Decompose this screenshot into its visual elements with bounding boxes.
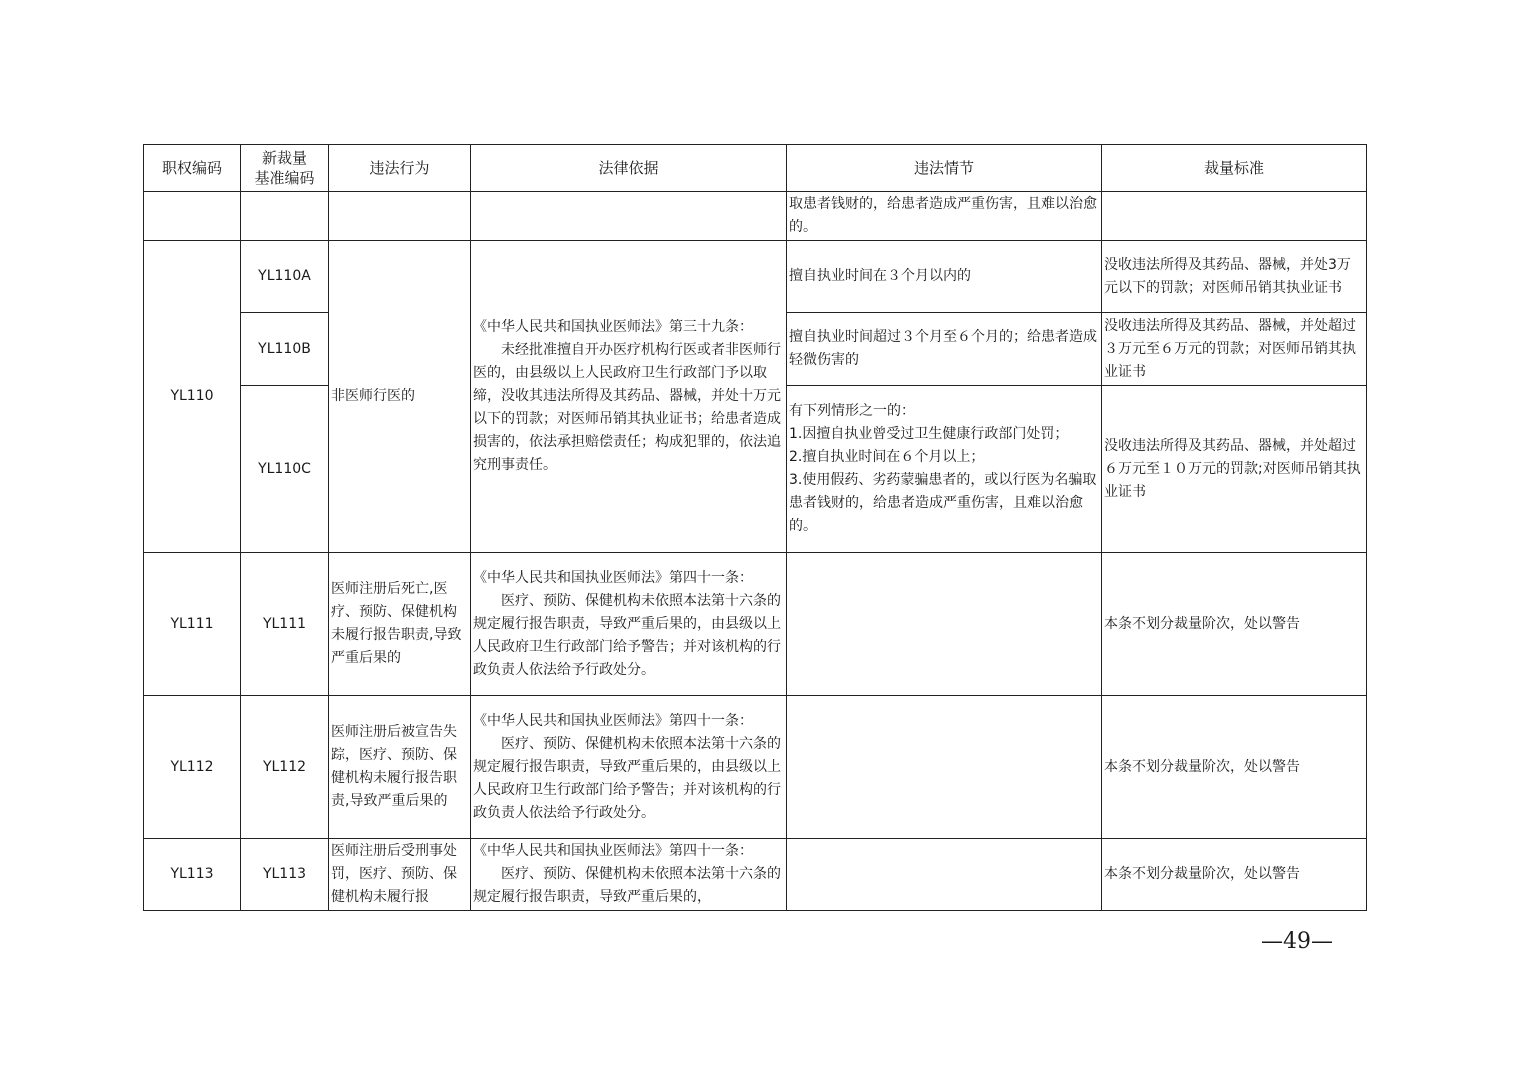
cell-circumstance: 有下列情形之一的： 1.因擅自执业曾受过卫生健康行政部门处罚； 2.擅自执业时间在６个月以上； 3.使用假药、劣药蒙骗患者的，或以行医为名骗取患者钱财的，给患者造成严重伤害，且难以治愈的。 bbox=[787, 386, 1102, 553]
cell-authority-code: YL111 bbox=[144, 553, 241, 696]
discretion-table bbox=[143, 144, 1367, 911]
cell-standard: 本条不划分裁量阶次，处以警告 bbox=[1102, 839, 1367, 911]
table-header-row bbox=[144, 145, 1367, 192]
cell-violation: 医师注册后受刑事处罚，医疗、预防、保健机构未履行报 bbox=[329, 839, 471, 911]
header-violation: 违法行为 bbox=[329, 145, 471, 192]
table-row-yl111 bbox=[144, 553, 1367, 696]
table-row-yl112 bbox=[144, 696, 1367, 839]
cell-circumstance: 擅自执业时间超过３个月至６个月的；给患者造成轻微伤害的 bbox=[787, 313, 1102, 386]
cell-circumstance bbox=[787, 553, 1102, 696]
cell-legal-basis bbox=[471, 696, 787, 839]
legal-basis-title: 《中华人民共和国执业医师法》第三十九条： bbox=[473, 319, 753, 335]
header-legal-basis: 法律依据 bbox=[471, 145, 787, 192]
header-standard: 裁量标准 bbox=[1102, 145, 1367, 192]
cell-legal-basis bbox=[471, 839, 787, 911]
cell-empty bbox=[329, 192, 471, 241]
legal-basis-title: 《中华人民共和国执业医师法》第四十一条： bbox=[473, 843, 753, 859]
page-number: —49— bbox=[1261, 929, 1333, 954]
cell-standard: 没收违法所得及其药品、器械，并处3万元以下的罚款；对医师吊销其执业证书 bbox=[1102, 241, 1367, 313]
cell-subcode: YL110C bbox=[241, 386, 329, 553]
cell-legal-basis bbox=[471, 241, 787, 553]
cell-violation: 非医师行医的 bbox=[329, 241, 471, 553]
table-row-yl113 bbox=[144, 839, 1367, 911]
legal-basis-body: 医疗、预防、保健机构未依照本法第十六条的规定履行报告职责，导致严重后果的，由县级以上人民政府卫生行政部门给予警告；并对该机构的行政负责人依法给予行政处分。 bbox=[473, 592, 781, 678]
cell-authority-code: YL110 bbox=[144, 241, 241, 553]
cell-standard: 没收违法所得及其药品、器械，并处超过３万元至６万元的罚款；对医师吊销其执业证书 bbox=[1102, 313, 1367, 386]
cell-legal-basis bbox=[471, 553, 787, 696]
cell-subcode: YL110B bbox=[241, 313, 329, 386]
cell-authority-code: YL113 bbox=[144, 839, 241, 911]
header-circumstance: 违法情节 bbox=[787, 145, 1102, 192]
legal-basis-body: 医疗、预防、保健机构未依照本法第十六条的规定履行报告职责，导致严重后果的，由县级以上人民政府卫生行政部门给予警告；并对该机构的行政负责人依法给予行政处分。 bbox=[473, 735, 781, 821]
legal-basis-title: 《中华人民共和国执业医师法》第四十一条： bbox=[473, 712, 753, 729]
legal-basis-body: 医疗、预防、保健机构未依照本法第十六条的规定履行报告职责，导致严重后果的， bbox=[473, 866, 781, 905]
cell-empty bbox=[241, 192, 329, 241]
table-row-continued bbox=[144, 192, 1367, 241]
cell-empty bbox=[144, 192, 241, 241]
cell-authority-code: YL112 bbox=[144, 696, 241, 839]
cell-standard: 本条不划分裁量阶次，处以警告 bbox=[1102, 553, 1367, 696]
cell-circumstance: 擅自执业时间在３个月以内的 bbox=[787, 241, 1102, 313]
header-authority-code: 职权编码 bbox=[144, 145, 241, 192]
cell-subcode: YL110A bbox=[241, 241, 329, 313]
cell-circumstance: 取患者钱财的，给患者造成严重伤害，且难以治愈的。 bbox=[787, 192, 1102, 241]
cell-empty bbox=[471, 192, 787, 241]
table-row-yl110a bbox=[144, 241, 1367, 313]
cell-violation: 医师注册后被宣告失踪，医疗、预防、保健机构未履行报告职责,导致严重后果的 bbox=[329, 696, 471, 839]
cell-circumstance bbox=[787, 696, 1102, 839]
legal-basis-title: 《中华人民共和国执业医师法》第四十一条： bbox=[473, 569, 753, 586]
cell-subcode: YL112 bbox=[241, 696, 329, 839]
cell-circumstance bbox=[787, 839, 1102, 911]
legal-basis-body: 未经批准擅自开办医疗机构行医或者非医师行医的，由县级以上人民政府卫生行政部门予以取缔，没收其违法所得及其药品、器械，并处十万元以下的罚款；对医师吊销其执业证书；给患者造成损害的，依法承担赔偿责任；构成犯罪的，依法追究刑事责任。 bbox=[473, 342, 781, 473]
cell-standard: 本条不划分裁量阶次，处以警告 bbox=[1102, 696, 1367, 839]
header-new-discretion-code: 新裁量 基准编码 bbox=[241, 145, 329, 192]
cell-standard: 没收违法所得及其药品、器械，并处超过６万元至１０万元的罚款;对医师吊销其执业证书 bbox=[1102, 386, 1367, 553]
cell-violation: 医师注册后死亡,医疗、预防、保健机构未履行报告职责,导致严重后果的 bbox=[329, 553, 471, 696]
cell-subcode: YL111 bbox=[241, 553, 329, 696]
cell-subcode: YL113 bbox=[241, 839, 329, 911]
cell-empty bbox=[1102, 192, 1367, 241]
